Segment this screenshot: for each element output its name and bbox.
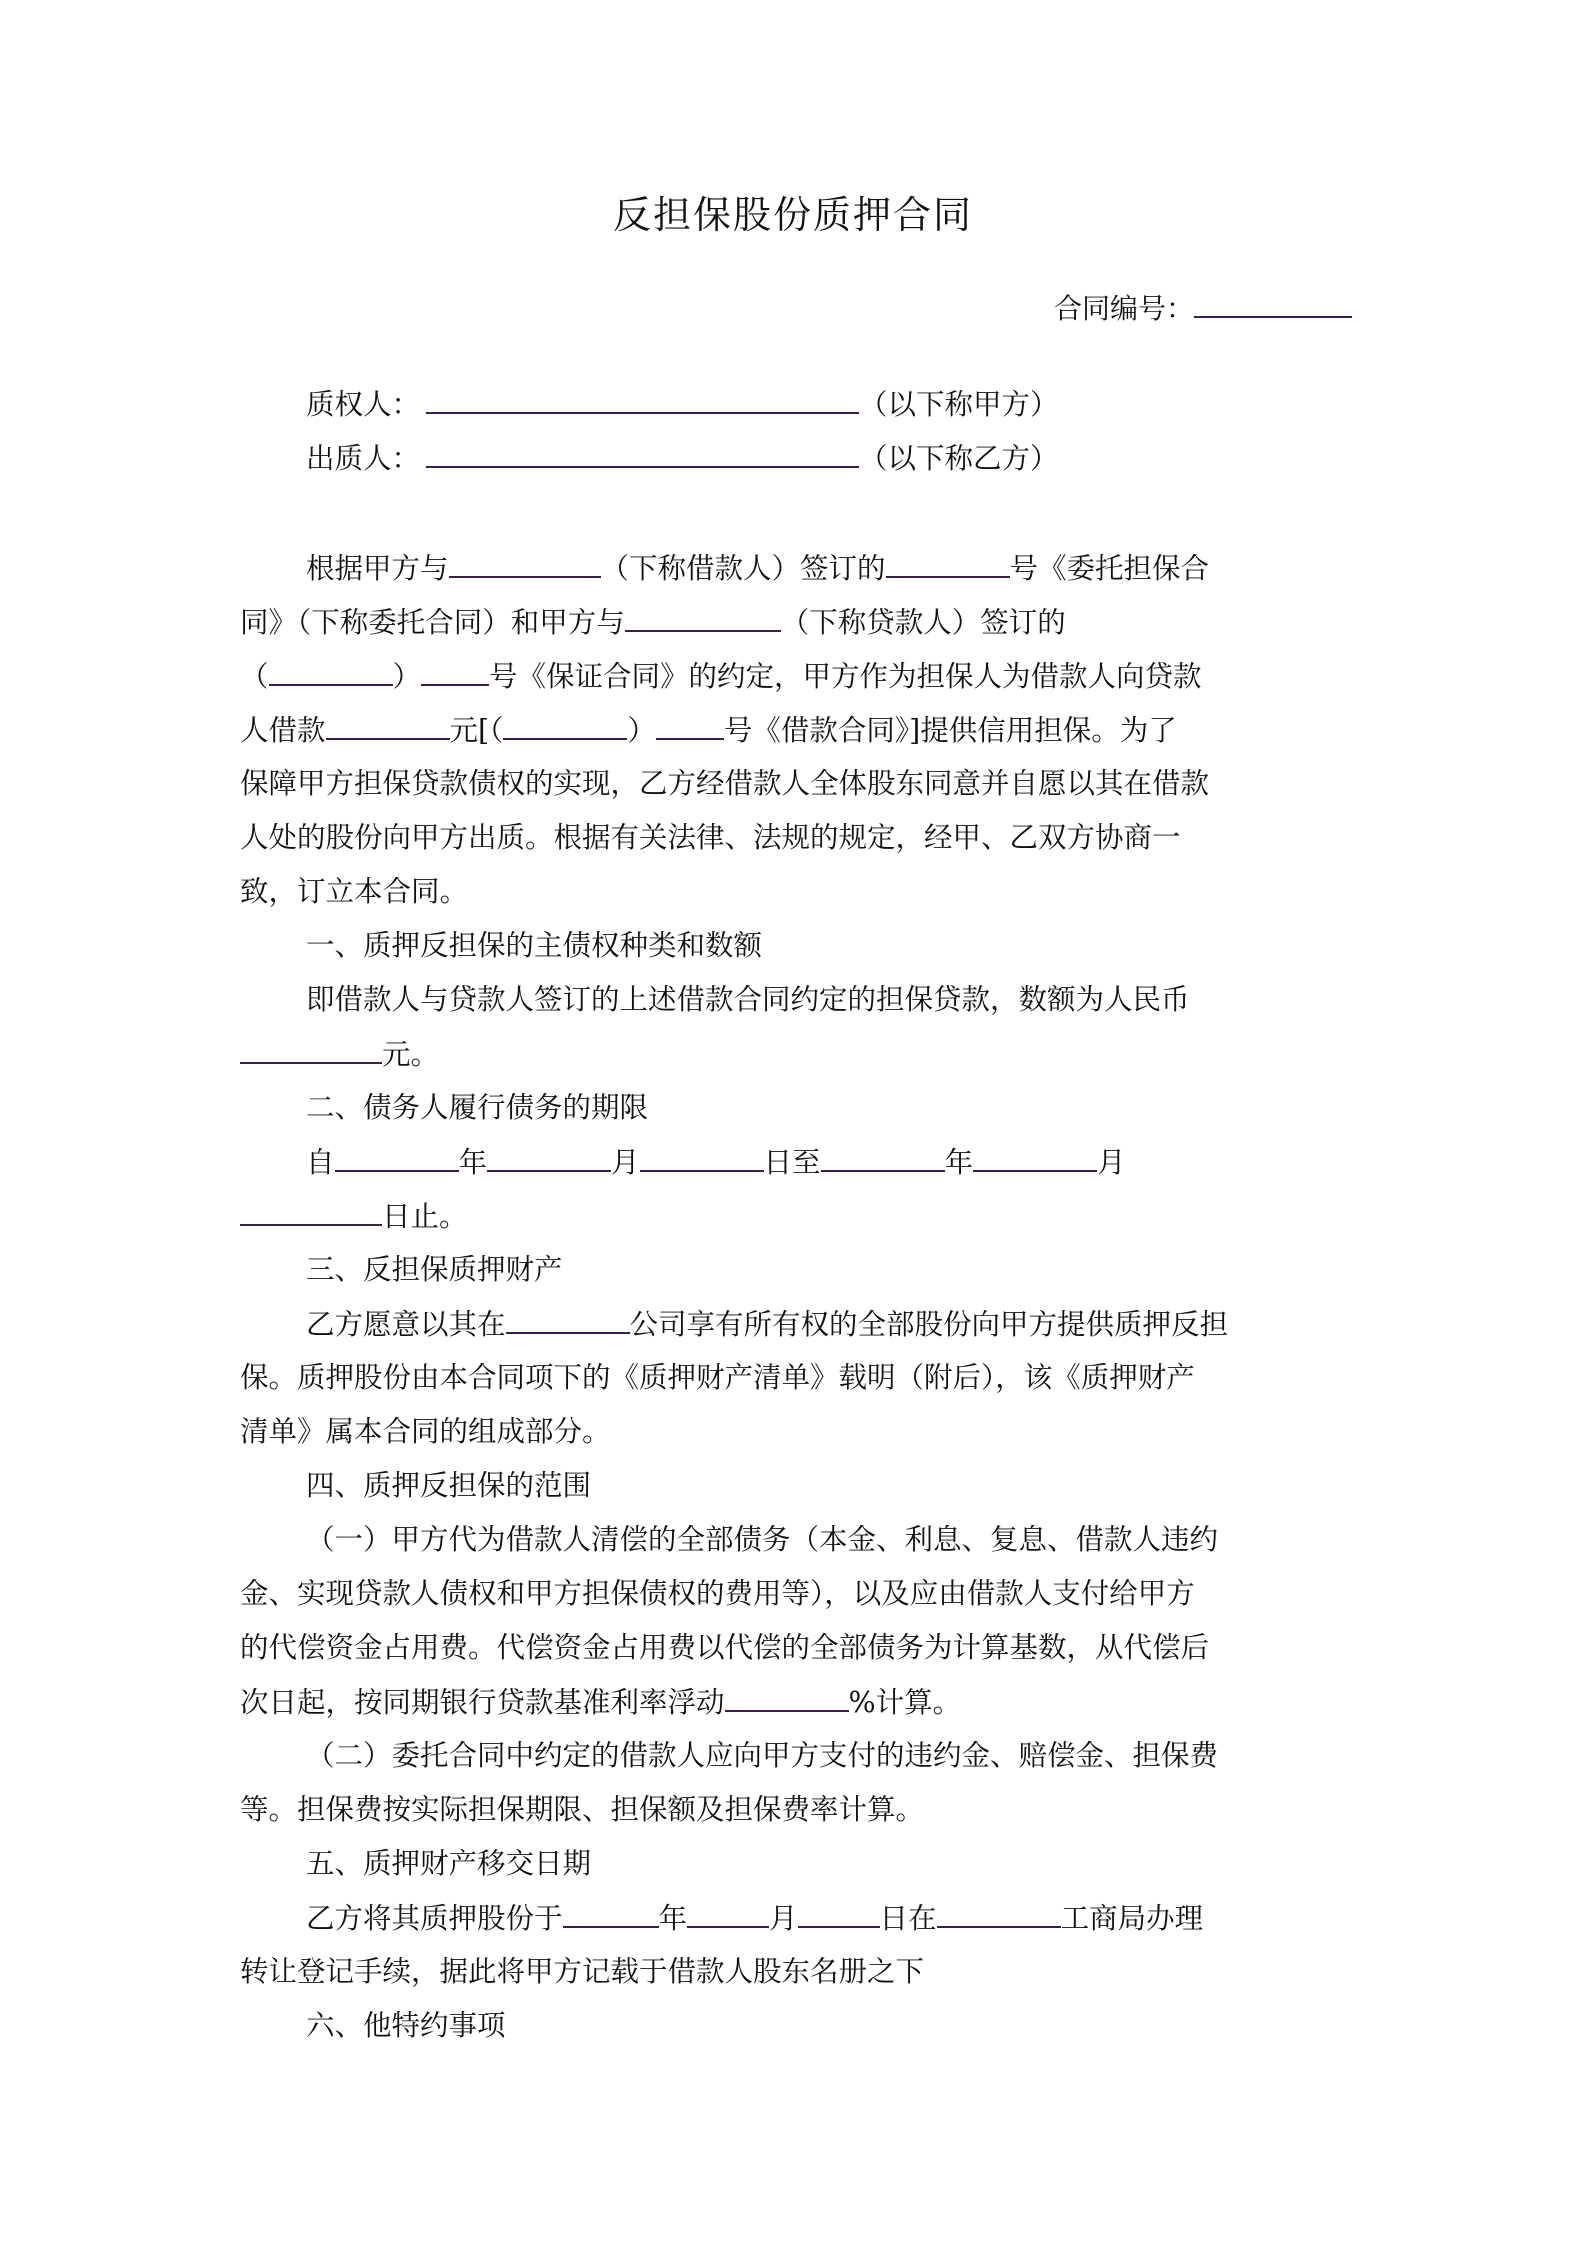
- loan-year-blank[interactable]: [503, 710, 627, 740]
- text: 月: [611, 1146, 640, 1179]
- guarantee-no-blank[interactable]: [421, 656, 489, 686]
- contract-number-label: 合同编号：: [1053, 292, 1194, 325]
- text: 年: [458, 1146, 488, 1179]
- preamble-line-1: [306, 548, 1209, 589]
- section-3-line-3: 清单》属本合同的组成部分。: [240, 1415, 611, 1448]
- loan-amount-blank[interactable]: [326, 710, 450, 740]
- text: 人借款: [240, 714, 326, 747]
- section-3-line-1: [306, 1304, 1228, 1345]
- section-4-p1-line-1: （一）甲方代为借款人清偿的全部债务（本金、利息、复息、借款人违约: [306, 1523, 1219, 1556]
- preamble-line-5: 保障甲方担保贷款债权的实现，乙方经借款人全体股东同意并自愿以其在借款: [240, 767, 1210, 800]
- pledgee-suffix: （以下称甲方）: [859, 388, 1059, 421]
- section-1-title: 一、质押反担保的主债权种类和数额: [306, 929, 763, 962]
- text: 同》（下称委托合同）和甲方与: [240, 606, 625, 639]
- end-year-blank[interactable]: [821, 1142, 945, 1172]
- start-year-blank[interactable]: [335, 1142, 459, 1172]
- rmb-amount-blank[interactable]: [240, 1034, 382, 1064]
- section-4-p2-line-1: （二）委托合同中约定的借款人应向甲方支付的违约金、赔偿金、担保费: [306, 1739, 1219, 1772]
- section-5-title: 五、质押财产移交日期: [306, 1847, 592, 1880]
- preamble-line-2: [240, 602, 1066, 643]
- contract-number-blank[interactable]: [1194, 288, 1352, 318]
- text: 元。: [382, 1038, 440, 1071]
- section-4-p1-line-3: 的代偿资金占用费。代偿资金占用费以代偿的全部债务为计算基数，从代偿后: [240, 1631, 1210, 1664]
- contract-number-field: [1054, 288, 1352, 329]
- preamble-line-4: [240, 710, 1177, 751]
- entrust-contract-no-blank[interactable]: [886, 548, 1010, 578]
- section-4-p2-line-2: 等。担保费按实际担保期限、担保额及担保费率计算。: [240, 1793, 925, 1826]
- text: （: [240, 660, 269, 693]
- text: ）: [392, 660, 422, 693]
- text: 公司享有所有权的全部股份向甲方提供质押反担: [629, 1308, 1229, 1341]
- text: 月: [1097, 1146, 1126, 1179]
- borrower-blank[interactable]: [449, 548, 601, 578]
- text: 根据甲方与: [306, 552, 449, 585]
- text: 日至: [763, 1146, 821, 1179]
- loan-contract-no-blank[interactable]: [656, 710, 724, 740]
- pledgor-label: 出质人：: [306, 442, 421, 475]
- document-title: 反担保股份质押合同: [612, 193, 973, 237]
- text: 年: [658, 1902, 688, 1935]
- section-6-title: 六、他特约事项: [306, 2009, 506, 2042]
- text: 月: [769, 1902, 798, 1935]
- pledgor-line: [306, 438, 1059, 479]
- lender-blank[interactable]: [625, 602, 781, 632]
- section-5-line-2: 转让登记手续，据此将甲方记载于借款人股东名册之下: [240, 1955, 925, 1988]
- section-1-line-2: [240, 1034, 439, 1075]
- text: 元[（: [449, 714, 504, 747]
- pledgee-blank[interactable]: [426, 384, 859, 414]
- section-4-p1-line-2: 金、实现贷款人债权和甲方担保债权的费用等），以及应由借款人支付给甲方: [240, 1577, 1195, 1610]
- text: 乙方将其质押股份于: [306, 1902, 563, 1935]
- text: 自: [306, 1146, 335, 1179]
- section-1-line-1: 即借款人与贷款人签订的上述借款合同约定的担保贷款，数额为人民币: [306, 983, 1190, 1016]
- preamble-line-6: 人处的股份向甲方出质。根据有关法律、法规的规定，经甲、乙双方协商一: [240, 821, 1181, 854]
- start-day-blank[interactable]: [640, 1142, 764, 1172]
- preamble-line-3: [240, 656, 1202, 697]
- section-3-line-2: 保。质押股份由本合同项下的《质押财产清单》载明（附后），该《质押财产: [240, 1361, 1195, 1394]
- text: 年: [944, 1146, 974, 1179]
- section-4-p1-line-4: [240, 1682, 961, 1723]
- text: 工商局办理: [1060, 1902, 1204, 1935]
- text: 日在: [879, 1902, 937, 1935]
- text: 次日起，按同期银行贷款基准利率浮动: [240, 1686, 725, 1719]
- text: %计算。: [848, 1686, 962, 1719]
- text: 号《委托担保合: [1009, 552, 1210, 585]
- transfer-year-blank[interactable]: [563, 1898, 659, 1928]
- text: （下称借款人）签订的: [600, 552, 886, 585]
- end-month-blank[interactable]: [973, 1142, 1097, 1172]
- company-blank[interactable]: [506, 1304, 630, 1334]
- start-month-blank[interactable]: [487, 1142, 611, 1172]
- bureau-blank[interactable]: [937, 1898, 1061, 1928]
- section-2-title: 二、债务人履行债务的期限: [306, 1091, 649, 1124]
- pledgee-line: [306, 384, 1059, 425]
- pledgee-label: 质权人：: [306, 388, 421, 421]
- text: ）: [627, 714, 656, 747]
- text: 日止。: [382, 1200, 468, 1233]
- section-3-title: 三、反担保质押财产: [306, 1253, 563, 1286]
- pledgor-blank[interactable]: [426, 438, 859, 468]
- transfer-month-blank[interactable]: [687, 1898, 769, 1928]
- section-2-line-2: [240, 1196, 468, 1237]
- pledgor-suffix: （以下称乙方）: [859, 442, 1059, 475]
- text: 乙方愿意以其在: [306, 1308, 506, 1341]
- text: （下称贷款人）签订的: [780, 606, 1066, 639]
- section-2-line-1: [306, 1142, 1126, 1183]
- guarantee-year-blank[interactable]: [269, 656, 393, 686]
- transfer-day-blank[interactable]: [798, 1898, 880, 1928]
- section-5-line-1: [306, 1898, 1203, 1939]
- preamble-line-7: 致，订立本合同。: [240, 875, 469, 908]
- text: 号《保证合同》的约定，甲方作为担保人为借款人向贷款: [489, 660, 1202, 693]
- section-4-title: 四、质押反担保的范围: [306, 1469, 592, 1502]
- float-rate-blank[interactable]: [725, 1682, 849, 1712]
- end-day-blank[interactable]: [240, 1196, 382, 1226]
- text: 号《借款合同》]提供信用担保。为了: [723, 714, 1177, 747]
